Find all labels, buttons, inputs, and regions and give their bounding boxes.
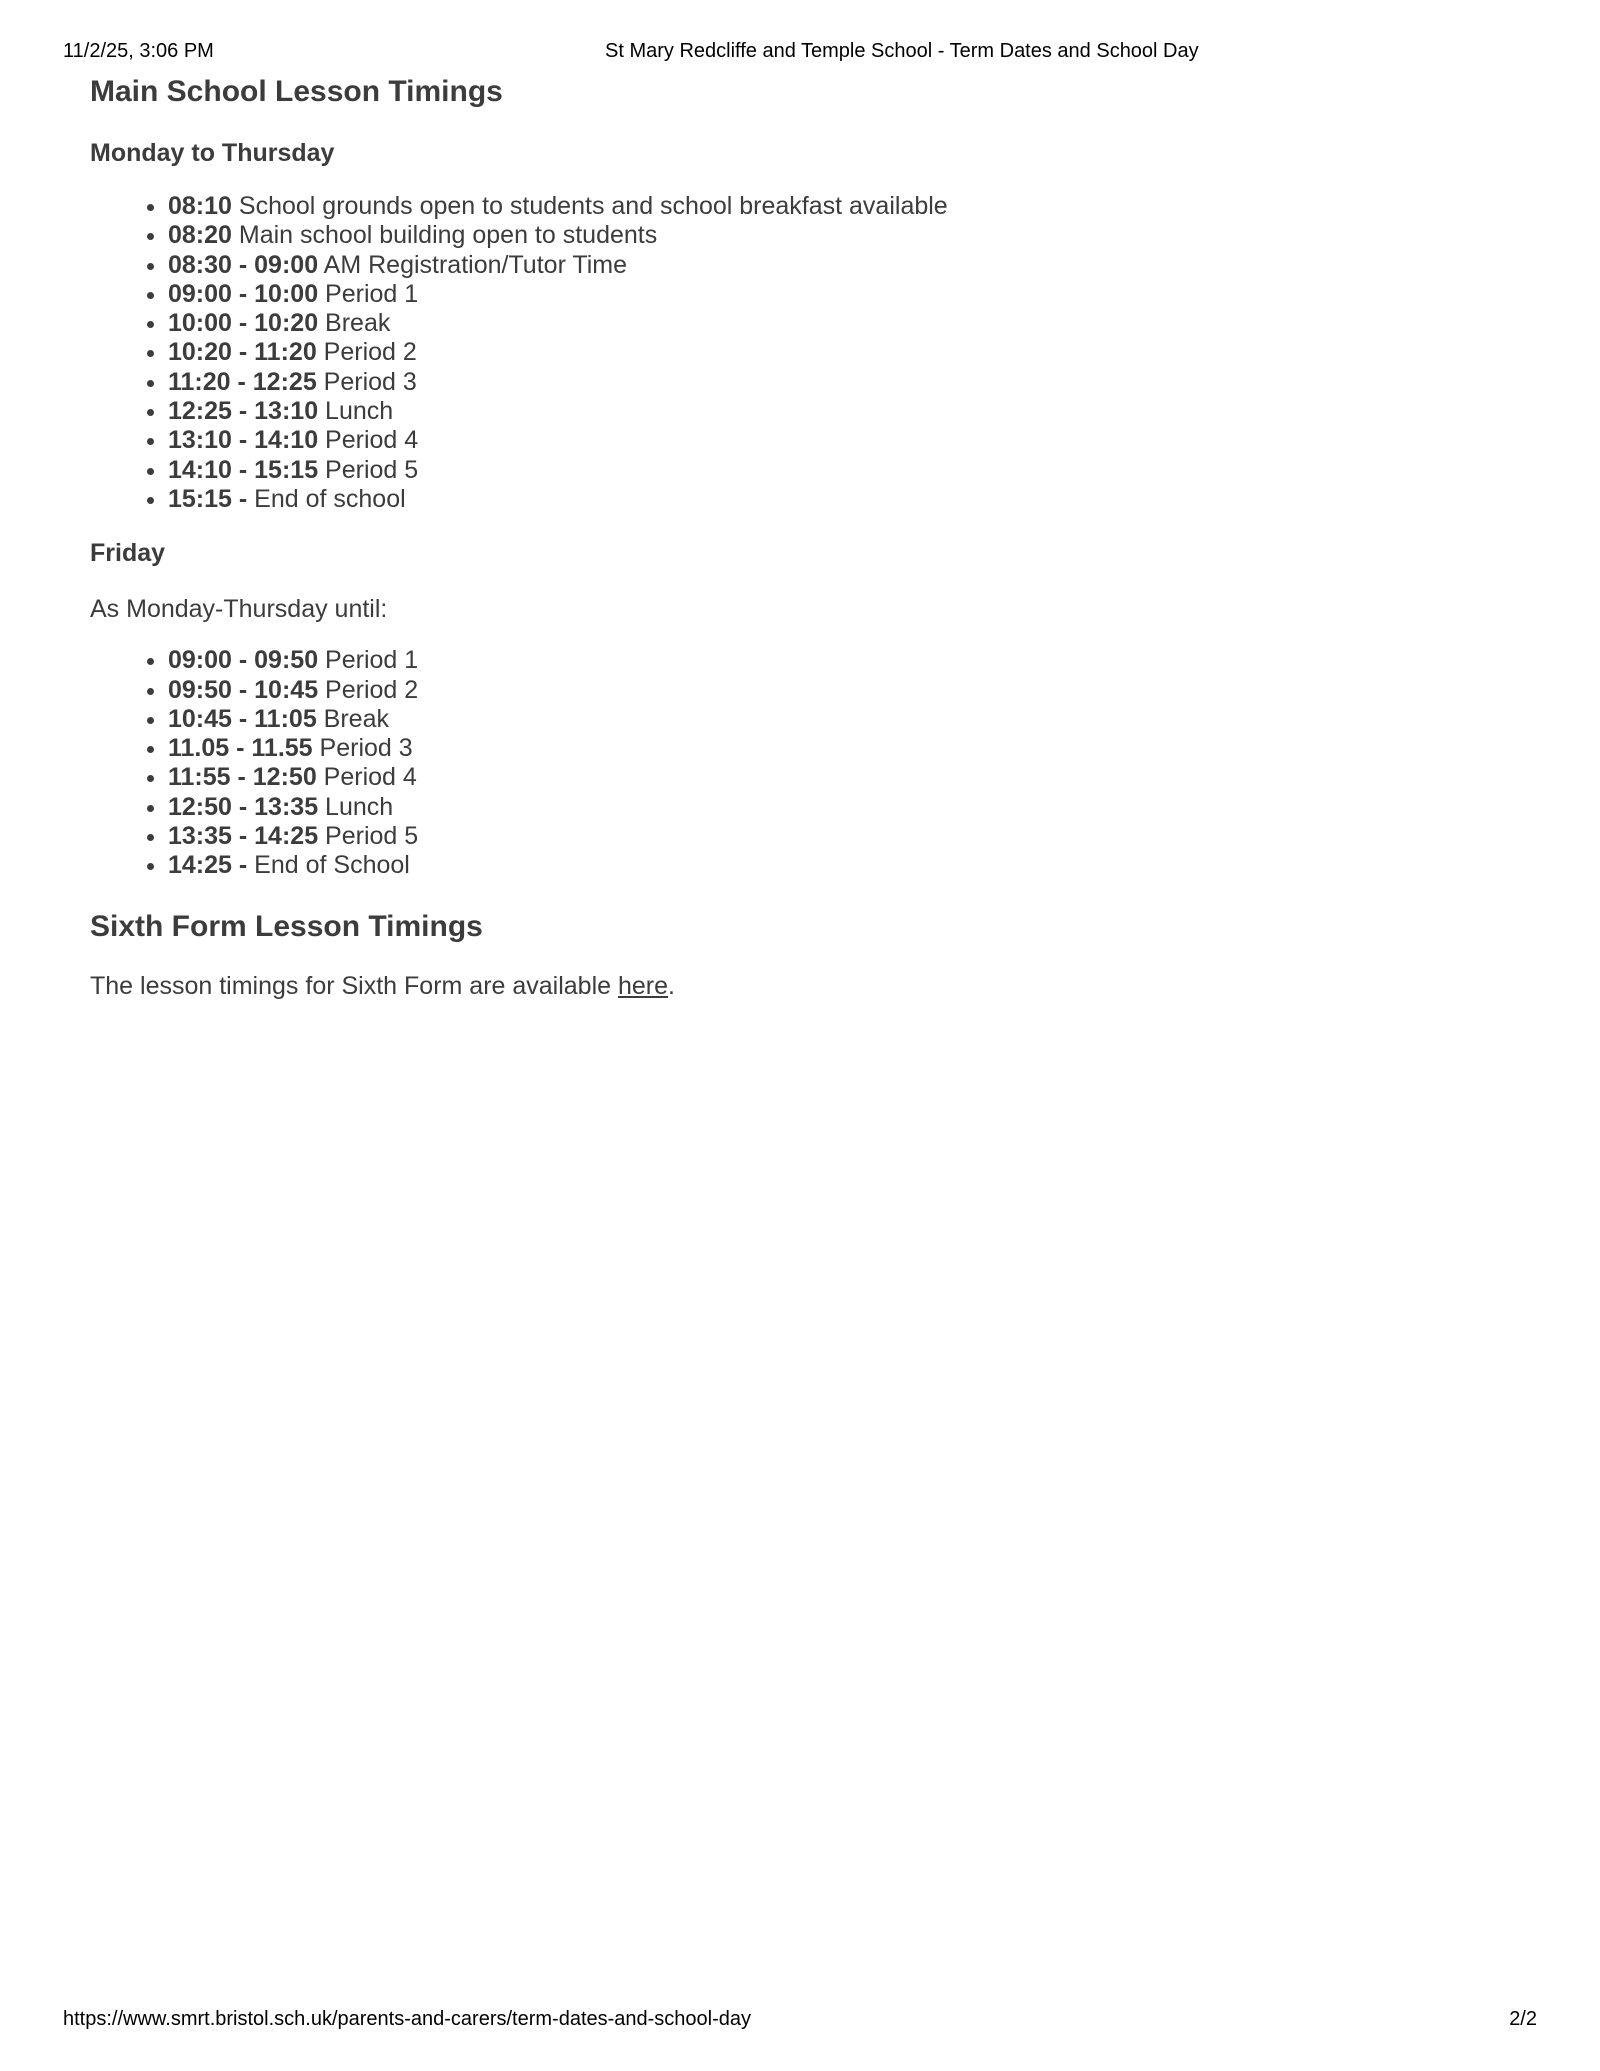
activity-label: Lunch <box>318 397 394 426</box>
sixth-form-text <box>90 969 1490 1003</box>
list-item <box>168 426 1490 455</box>
list-item <box>168 309 1490 338</box>
print-page-number: 2/2 <box>1509 2008 1537 2030</box>
list-item <box>168 851 1490 880</box>
time-range: 10:45 - 11:05 <box>168 704 317 733</box>
time-range: 08:20 <box>168 221 232 250</box>
list-item <box>168 251 1490 280</box>
time-range: 08:10 <box>168 192 232 220</box>
activity-label: Period 1 <box>318 279 419 308</box>
activity-label: Period 4 <box>316 763 417 792</box>
time-range: 14:10 - 15:15 <box>168 455 319 484</box>
time-range: 12:25 - 13:10 <box>168 397 319 426</box>
activity-label: Period 5 <box>318 822 419 851</box>
list-item <box>168 646 1490 675</box>
list-item <box>168 221 1490 250</box>
friday-heading: Friday <box>90 539 166 568</box>
print-header <box>63 40 1537 70</box>
activity-label: Period 1 <box>318 646 419 675</box>
print-url: https://www.smrt.bristol.sch.uk/parents-and-carers/term-dates-and-school-day <box>63 2008 752 2030</box>
activity-label: AM Registration/Tutor Time <box>318 250 628 279</box>
list-item <box>168 676 1490 705</box>
list-item <box>168 822 1490 851</box>
activity-label: End of School <box>247 851 410 880</box>
activity-label: Main school building open to students <box>231 221 658 250</box>
sixth-form-timings-link[interactable]: here <box>618 971 669 1000</box>
mon-thu-heading: Monday to Thursday <box>90 139 335 167</box>
list-item <box>168 705 1490 734</box>
list-item <box>168 368 1490 397</box>
activity-label: Period 2 <box>318 675 419 704</box>
time-range: 13:10 - 14:10 <box>168 426 319 455</box>
sixth-form-text-after: . <box>668 971 675 1000</box>
list-item <box>168 763 1490 792</box>
activity-label: Period 2 <box>316 338 417 367</box>
time-range: 10:20 - 11:20 <box>168 338 317 367</box>
main-timings-heading: Main School Lesson Timings <box>90 75 503 108</box>
mon-thu-list <box>90 192 1490 514</box>
print-footer <box>63 2008 1537 2038</box>
activity-label: School grounds open to students and school breakfast available <box>231 192 948 220</box>
time-range: 11:55 - 12:50 <box>168 763 317 792</box>
time-range: 11:20 - 12:25 <box>168 367 317 396</box>
time-range: 14:25 - <box>168 851 248 880</box>
list-item <box>168 456 1490 485</box>
time-range: 09:00 - 09:50 <box>168 646 319 675</box>
print-page-title: St Mary Redcliffe and Temple School - Term Dates and School Day <box>605 40 1199 62</box>
activity-label: Period 4 <box>318 426 419 455</box>
time-range: 11.05 - 11.55 <box>168 734 313 763</box>
sixth-form-heading: Sixth Form Lesson Timings <box>90 909 483 943</box>
time-range: 15:15 - <box>168 484 248 513</box>
list-item <box>168 397 1490 426</box>
activity-label: Period 3 <box>316 367 417 396</box>
time-range: 13:35 - 14:25 <box>168 822 319 851</box>
time-range: 10:00 - 10:20 <box>168 309 319 338</box>
list-item <box>168 485 1490 514</box>
list-item <box>168 734 1490 763</box>
time-range: 12:50 - 13:35 <box>168 792 319 821</box>
activity-label: Lunch <box>318 792 394 821</box>
activity-label: Period 5 <box>318 455 419 484</box>
activity-label: Break <box>316 704 389 733</box>
list-item <box>168 192 1490 221</box>
time-range: 08:30 - 09:00 <box>168 250 319 279</box>
time-range: 09:50 - 10:45 <box>168 675 319 704</box>
list-item <box>168 793 1490 822</box>
activity-label: Break <box>318 309 391 338</box>
friday-list <box>90 646 1490 880</box>
page-content <box>90 72 1490 1003</box>
activity-label: End of school <box>247 484 406 513</box>
sixth-form-text-before: The lesson timings for Sixth Form are available <box>90 971 618 1000</box>
time-range: 09:00 - 10:00 <box>168 279 319 308</box>
list-item <box>168 280 1490 309</box>
friday-intro: As Monday-Thursday until: <box>90 595 388 624</box>
print-datetime: 11/2/25, 3:06 PM <box>63 40 214 62</box>
activity-label: Period 3 <box>312 734 413 763</box>
list-item <box>168 338 1490 367</box>
